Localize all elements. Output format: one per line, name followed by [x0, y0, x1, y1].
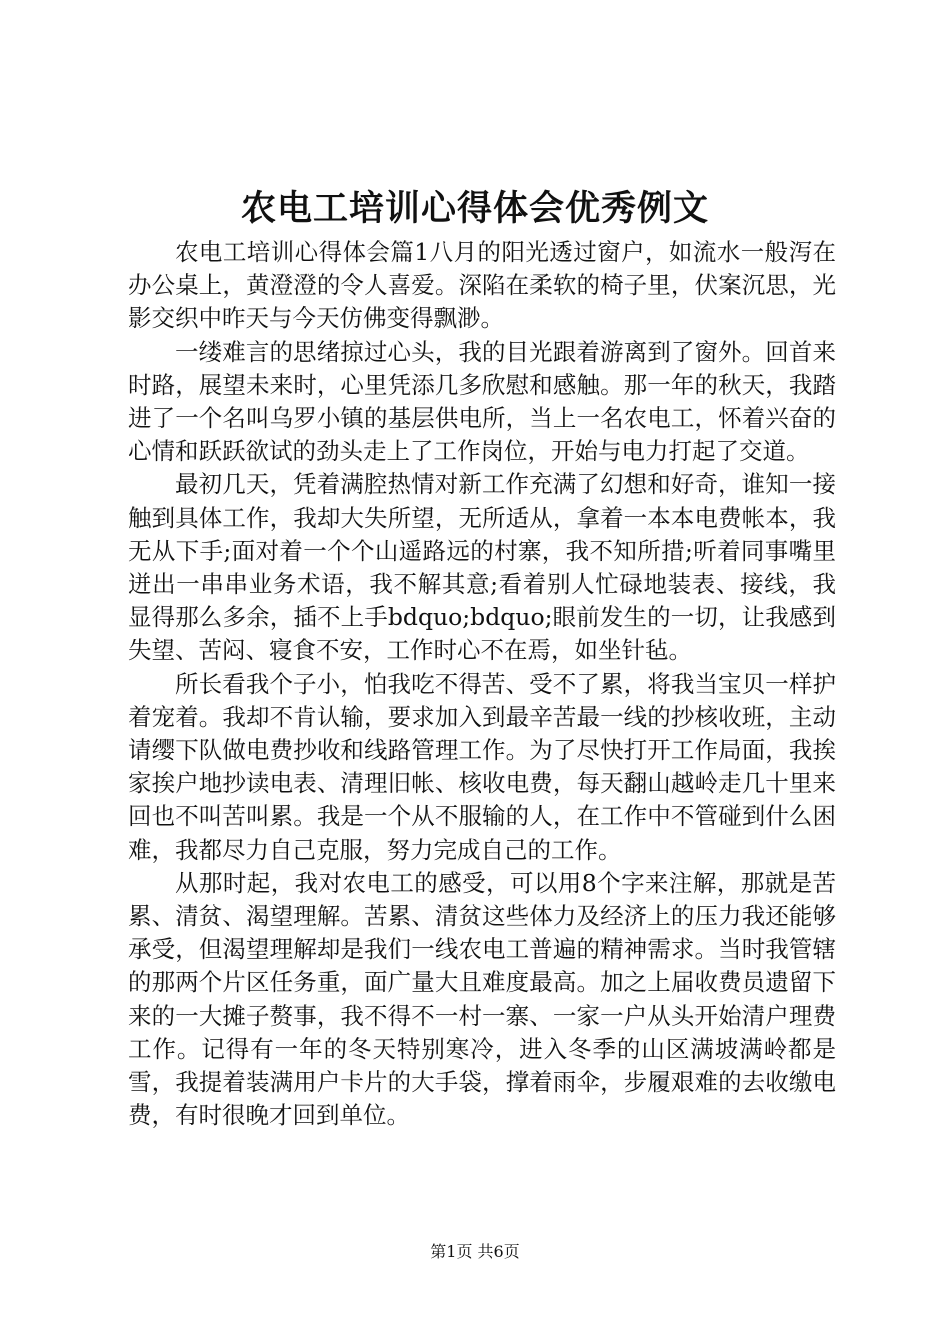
paragraph-3: 最初几天，凭着满腔热情对新工作充满了幻想和好奇，谁知一接触到具体工作，我却大失所望，无所适从，拿着一本本电费帐本，我无从下手;面对着一个个山遥路远的村寨，我不知所措;听着同事嘴里迸出一串串业务术语，我不解其意;看着别人忙碌地装表、接线，我显得那么多余，插不上手bdquo;bdquo;眼前发生的一切，让我感到失望、苦闷、寝食不安，工作时心不在焉，如坐针毡。 [128, 470, 836, 665]
paragraph-2: 一缕难言的思绪掠过心头，我的目光跟着游离到了窗外。回首来时路，展望未来时，心里凭添几多欣慰和感触。那一年的秋天，我踏进了一个名叫乌罗小镇的基层供电所，当上一名农电工，怀着兴奋的心情和跃跃欲试的劲头走上了工作岗位，开始与电力打起了交道。 [128, 337, 836, 466]
paragraph-4: 所长看我个子小，怕我吃不得苦、受不了累，将我当宝贝一样护着宠着。我却不肯认输，要求加入到最辛苦最一线的抄核收班，主动请缨下队做电费抄收和线路管理工作。为了尽快打开工作局面，我挨家挨户地抄读电表、清理旧帐、核收电费，每天翻山越岭走几十里来回也不叫苦叫累。我是一个从不服输的人，在工作中不管碰到什么困难，我都尽力自己克服，努力完成自己的工作。 [128, 669, 836, 864]
paragraph-1: 农电工培训心得体会篇1八月的阳光透过窗户，如流水一般泻在办公桌上，黄澄澄的令人喜爱。深陷在柔软的椅子里，伏案沉思，光影交织中昨天与今天仿佛变得飘渺。 [128, 238, 836, 333]
paragraph-5: 从那时起，我对农电工的感受，可以用8个字来注解，那就是苦累、清贫、渴望理解。苦累、清贫这些体力及经济上的压力我还能够承受，但渴望理解却是我们一线农电工普遍的精神需求。当时我管辖的那两个片区任务重，面广量大且难度最高。加之上届收费员遗留下来的一大摊子赘事，我不得不一村一寨、一家一户从头开始清户理费工作。记得有一年的冬天特别寒冷，进入冬季的山区满坡满岭都是雪，我提着装满用户卡片的大手袋，撑着雨伞，步履艰难的去收缴电费，有时很晚才回到单位。 [128, 868, 836, 1130]
page-footer: 第1页 共6页 [430, 1242, 520, 1261]
document-title: 农电工培训心得体会优秀例文 [240, 188, 709, 229]
document-body [128, 236, 836, 1132]
